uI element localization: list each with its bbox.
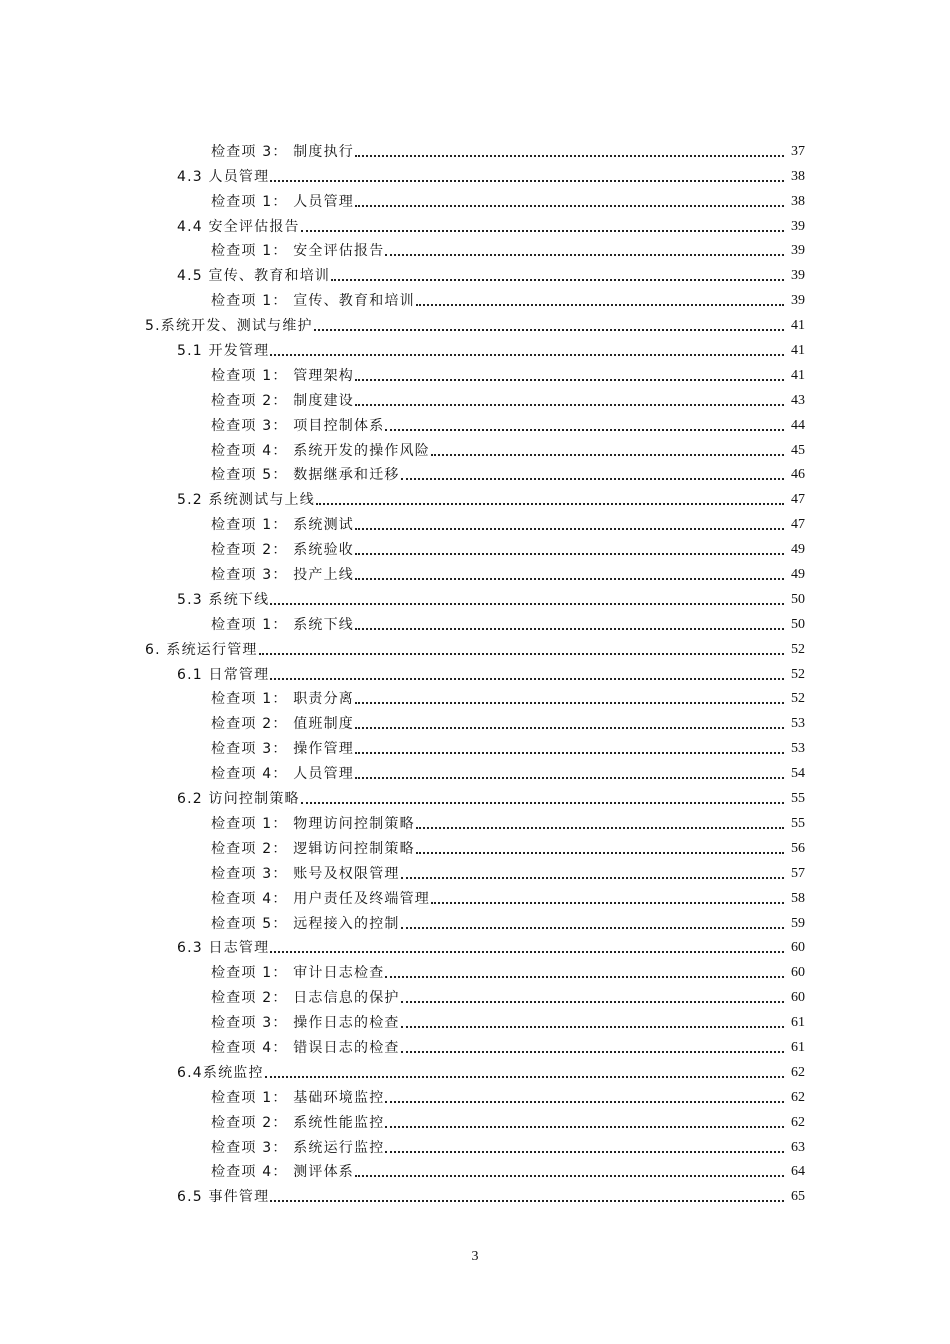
toc-entry-page-number: 60 [791,965,805,981]
toc-dot-leader [355,404,784,406]
toc-entry-title: 检查项 2： 日志信息的保护 [211,990,400,1007]
toc-entry-title: 检查项 1： 系统测试 [211,517,355,534]
toc-entry-page-number: 57 [791,865,805,881]
toc-entry[interactable] [0,957,950,982]
toc-entry[interactable] [0,484,950,509]
toc-entry-page-number: 39 [791,293,805,309]
toc-dot-leader [355,379,784,381]
toc-dot-leader [301,802,784,804]
toc-entry[interactable] [0,211,950,236]
toc-entry-page-number: 41 [791,318,805,334]
toc-dot-leader [416,827,784,829]
toc-dot-leader [270,354,784,356]
toc-entry[interactable] [0,260,950,285]
toc-entry[interactable] [0,285,950,310]
toc-entry-title: 检查项 1： 管理架构 [211,367,355,384]
toc-entry[interactable] [0,808,950,833]
toc-entry-page-number: 55 [791,791,805,807]
toc-dot-leader [331,279,784,281]
toc-entry-title: 检查项 2： 系统性能监控 [211,1114,385,1131]
toc-entry-title: 检查项 1： 物理访问控制策略 [211,815,415,832]
toc-entry-title: 6.1 日常管理 [177,666,270,683]
toc-entry-page-number: 56 [791,840,805,856]
toc-dot-leader [355,155,784,157]
toc-entry-title: 检查项 4： 错误日志的检查 [211,1039,400,1056]
toc-entry-page-number: 62 [791,1064,805,1080]
toc-dot-leader [385,1101,784,1103]
toc-entry-page-number: 46 [791,467,805,483]
toc-entry-title: 检查项 1： 宣传、教育和培训 [211,293,415,310]
toc-dot-leader [355,528,784,530]
toc-entry-page-number: 44 [791,417,805,433]
toc-entry-page-number: 58 [791,890,805,906]
toc-entry-page-number: 65 [791,1189,805,1205]
toc-entry-title: 检查项 3： 账号及权限管理 [211,865,400,882]
toc-entry[interactable] [0,1157,950,1182]
toc-entry-page-number: 39 [791,243,805,259]
toc-entry-title: 检查项 4： 测评体系 [211,1164,355,1181]
toc-entry-title: 检查项 1： 人员管理 [211,193,355,210]
toc-entry-title: 检查项 4： 系统开发的操作风险 [211,442,431,459]
toc-entry-page-number: 37 [791,143,805,159]
toc-entry-title: 5.系统开发、测试与维护 [145,318,313,335]
toc-entry[interactable] [0,634,950,659]
toc-entry[interactable] [0,1007,950,1032]
toc-entry[interactable] [0,161,950,186]
toc-entry-page-number: 55 [791,815,805,831]
toc-entry-page-number: 61 [791,1015,805,1031]
toc-dot-leader [270,678,784,680]
toc-dot-leader [401,1001,784,1003]
toc-entry[interactable] [0,385,950,410]
toc-entry-title: 检查项 5： 远程接入的控制 [211,915,400,932]
toc-dot-leader [355,205,784,207]
toc-entry-title: 6.3 日志管理 [177,940,270,957]
toc-entry[interactable] [0,684,950,709]
toc-entry[interactable] [0,733,950,758]
toc-entry-title: 检查项 1： 系统下线 [211,616,355,633]
toc-entry[interactable] [0,460,950,485]
toc-entry-title: 检查项 2： 值班制度 [211,716,355,733]
toc-entry-page-number: 64 [791,1164,805,1180]
toc-entry[interactable] [0,659,950,684]
toc-dot-leader [385,1126,784,1128]
toc-dot-leader [416,304,784,306]
toc-entry[interactable] [0,335,950,360]
toc-dot-leader [355,578,784,580]
toc-entry[interactable] [0,1082,950,1107]
toc-entry-page-number: 53 [791,716,805,732]
toc-entry-title: 6.2 访问控制策略 [177,791,300,808]
toc-entry-page-number: 60 [791,940,805,956]
toc-entry[interactable] [0,883,950,908]
toc-entry-page-number: 45 [791,442,805,458]
toc-entry[interactable] [0,1181,950,1206]
toc-entry-page-number: 47 [791,492,805,508]
toc-entry-title: 检查项 1： 安全评估报告 [211,243,385,260]
toc-entry[interactable] [0,136,950,161]
toc-dot-leader [431,454,784,456]
toc-dot-leader [355,1175,784,1177]
toc-entry[interactable] [0,435,950,460]
toc-dot-leader [355,727,784,729]
toc-entry-title: 5.1 开发管理 [177,343,270,360]
toc-entry-title: 检查项 2： 系统验收 [211,542,355,559]
toc-entry-page-number: 50 [791,591,805,607]
toc-entry-page-number: 60 [791,990,805,1006]
toc-dot-leader [316,503,784,505]
toc-entry-title: 检查项 3： 制度执行 [211,143,355,160]
toc-entry-page-number: 54 [791,766,805,782]
toc-dot-leader [385,429,784,431]
toc-entry[interactable] [0,982,950,1007]
toc-entry-page-number: 47 [791,517,805,533]
toc-entry-page-number: 39 [791,218,805,234]
toc-entry[interactable] [0,933,950,958]
toc-dot-leader [355,777,784,779]
toc-dot-leader [385,1151,784,1153]
toc-entry-title: 检查项 3： 操作管理 [211,741,355,758]
toc-dot-leader [270,603,784,605]
toc-entry[interactable] [0,609,950,634]
toc-entry-page-number: 50 [791,616,805,632]
toc-entry[interactable] [0,310,950,335]
toc-dot-leader [355,702,784,704]
toc-entry[interactable] [0,858,950,883]
toc-entry-page-number: 38 [791,193,805,209]
toc-entry-page-number: 49 [791,542,805,558]
toc-entry-title: 检查项 4： 人员管理 [211,766,355,783]
toc-entry-page-number: 59 [791,915,805,931]
toc-entry-page-number: 38 [791,168,805,184]
toc-dot-leader [355,553,784,555]
toc-entry-page-number: 49 [791,567,805,583]
toc-entry-page-number: 52 [791,691,805,707]
toc-entry-page-number: 52 [791,666,805,682]
toc-entry-title: 6.5 事件管理 [177,1189,270,1206]
toc-dot-leader [355,752,784,754]
toc-entry[interactable] [0,1107,950,1132]
toc-entry-page-number: 61 [791,1039,805,1055]
toc-entry-title: 检查项 2： 逻辑访问控制策略 [211,840,415,857]
toc-dot-leader [401,478,784,480]
toc-entry-page-number: 52 [791,641,805,657]
toc-dot-leader [385,254,784,256]
toc-entry-page-number: 53 [791,741,805,757]
toc-entry-page-number: 63 [791,1139,805,1155]
toc-entry-page-number: 41 [791,343,805,359]
toc-dot-leader [401,927,784,929]
toc-entry-page-number: 41 [791,367,805,383]
toc-entry[interactable] [0,1132,950,1157]
table-of-contents [0,136,950,1206]
toc-entry[interactable] [0,559,950,584]
toc-entry-title: 检查项 4： 用户责任及终端管理 [211,890,431,907]
toc-entry-title: 检查项 3： 投产上线 [211,567,355,584]
toc-entry-title: 检查项 1： 基础环境监控 [211,1089,385,1106]
toc-entry-title: 检查项 3： 项目控制体系 [211,417,385,434]
toc-dot-leader [270,180,784,182]
toc-entry[interactable] [0,534,950,559]
toc-entry[interactable] [0,908,950,933]
page-number-footer: 3 [471,1249,479,1264]
toc-dot-leader [416,852,784,854]
toc-entry-title: 检查项 1： 审计日志检查 [211,965,385,982]
toc-entry-title: 检查项 3： 操作日志的检查 [211,1015,400,1032]
toc-entry-page-number: 62 [791,1089,805,1105]
toc-entry-title: 检查项 3： 系统运行监控 [211,1139,385,1156]
toc-dot-leader [265,1076,784,1078]
toc-dot-leader [259,653,784,655]
toc-entry[interactable] [0,783,950,808]
toc-entry-title: 4.4 安全评估报告 [177,218,300,235]
toc-entry-title: 6.4系统监控 [177,1064,264,1081]
toc-dot-leader [270,951,784,953]
toc-entry[interactable] [0,410,950,435]
toc-entry[interactable] [0,1032,950,1057]
toc-entry[interactable] [0,186,950,211]
toc-entry-title: 4.5 宣传、教育和培训 [177,268,331,285]
toc-dot-leader [270,1200,784,1202]
toc-dot-leader [314,329,784,331]
toc-entry-title: 6. 系统运行管理 [145,641,258,658]
toc-dot-leader [355,628,784,630]
toc-entry-title: 4.3 人员管理 [177,168,270,185]
toc-entry-title: 检查项 5： 数据继承和迁移 [211,467,400,484]
toc-dot-leader [401,1051,784,1053]
toc-dot-leader [301,230,784,232]
toc-entry[interactable] [0,509,950,534]
toc-entry-title: 检查项 2： 制度建设 [211,392,355,409]
toc-dot-leader [431,902,784,904]
toc-dot-leader [385,976,784,978]
toc-entry[interactable] [0,360,950,385]
toc-entry-page-number: 43 [791,392,805,408]
toc-entry-page-number: 39 [791,268,805,284]
toc-entry[interactable] [0,833,950,858]
toc-entry-title: 5.2 系统测试与上线 [177,492,315,509]
toc-entry-title: 5.3 系统下线 [177,591,270,608]
toc-dot-leader [401,877,784,879]
toc-entry-page-number: 62 [791,1114,805,1130]
toc-entry[interactable] [0,758,950,783]
toc-entry[interactable] [0,1057,950,1082]
toc-entry[interactable] [0,584,950,609]
toc-entry[interactable] [0,236,950,261]
toc-dot-leader [401,1026,784,1028]
toc-entry-title: 检查项 1： 职责分离 [211,691,355,708]
toc-entry[interactable] [0,708,950,733]
